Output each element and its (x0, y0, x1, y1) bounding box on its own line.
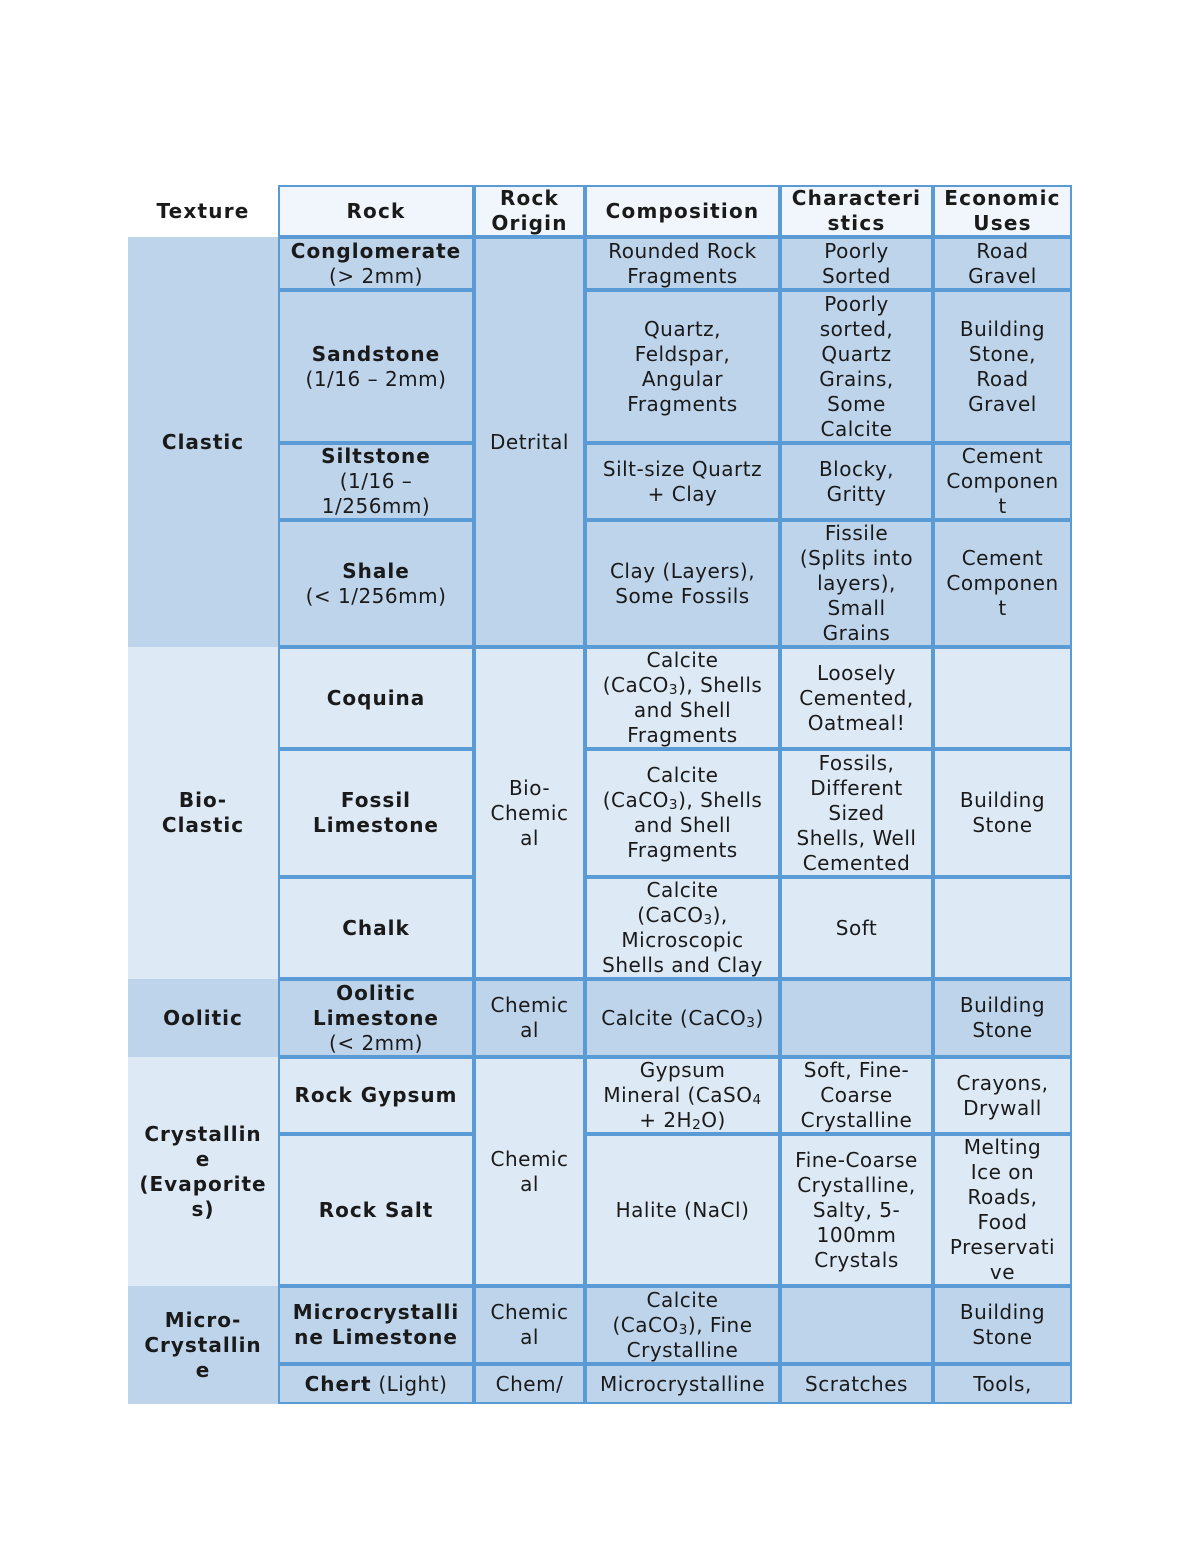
texture-group (128, 647, 278, 979)
uses-cell (933, 979, 1072, 1057)
rock-text (313, 981, 439, 1056)
texture-label: Bio- Clastic (161, 788, 245, 837)
rock-classification-table (128, 185, 1072, 1404)
composition-cell (585, 443, 780, 520)
uses-cell (933, 877, 1072, 979)
characteristics-cell (780, 1364, 933, 1404)
rock-name: Oolitic Limestone (312, 980, 439, 1030)
characteristics-text: Poorly sorted, Quartz Grains, Some Calcite (819, 291, 894, 441)
texture-label: Micro- Crystallin e (144, 1307, 262, 1382)
rock-text (306, 342, 447, 392)
texture-label: Crystallin e (Evaporite s) (139, 1121, 267, 1221)
header-characteristics (780, 185, 933, 237)
texture-group (128, 237, 278, 647)
origin-label: Chemic al (490, 1146, 569, 1196)
uses-cell (933, 1057, 1072, 1134)
texture-group (128, 979, 278, 1057)
texture-group (128, 1057, 278, 1286)
header-origin (474, 185, 585, 237)
grain-size: (< 1/256mm) (305, 583, 447, 608)
rock-cell (278, 749, 474, 877)
origin-label: Chemic al (490, 1300, 569, 1349)
composition-text: Calcite (CaCO3), Shells and Shell Fragments (602, 648, 763, 747)
composition-cell (585, 290, 780, 443)
uses-text: Building Stone (959, 1300, 1046, 1349)
grain-size: (1/16 – 2mm) (305, 366, 447, 391)
characteristics-cell (780, 979, 933, 1057)
uses-cell (933, 1364, 1072, 1404)
rock-cell (278, 1364, 474, 1404)
uses-cell (933, 749, 1072, 877)
origin-group (474, 979, 585, 1057)
header-composition-label: Composition (605, 198, 760, 223)
characteristics-cell (780, 877, 933, 979)
composition-cell (585, 1364, 780, 1404)
rock-name: Coquina (326, 685, 426, 710)
composition-text: Calcite (CaCO3) (601, 1005, 764, 1031)
origin-label: Detrital (490, 429, 569, 454)
rock-text (306, 559, 447, 609)
uses-text: Crayons, Drywall (956, 1070, 1049, 1120)
composition-cell (585, 237, 780, 290)
rock-text (321, 444, 431, 519)
composition-text: Calcite (CaCO3), Fine Crystalline (612, 1287, 753, 1362)
uses-cell (933, 1286, 1072, 1364)
characteristics-cell (780, 1286, 933, 1364)
rock-text (294, 1083, 457, 1108)
rock-name: Siltstone (321, 444, 431, 468)
uses-text: Building Stone, Road Gravel (959, 316, 1046, 416)
origin-group (474, 1364, 585, 1404)
uses-text: Road Gravel (968, 238, 1037, 288)
texture-label: Clastic (161, 429, 245, 454)
characteristics-cell (780, 443, 933, 520)
composition-text: Rounded Rock Fragments (608, 238, 757, 288)
texture-label: Oolitic (163, 1005, 243, 1030)
header-uses (933, 185, 1072, 237)
header-rock-label: Rock (346, 198, 406, 223)
origin-group (474, 237, 585, 647)
characteristics-cell (780, 237, 933, 290)
rock-name: Sandstone (311, 341, 441, 366)
header-origin-label: Rock Origin (491, 186, 568, 235)
rock-text (293, 1300, 460, 1350)
grain-size: (< 2mm) (329, 1030, 423, 1055)
origin-group (474, 1286, 585, 1364)
composition-cell (585, 1134, 780, 1286)
composition-cell (585, 520, 780, 647)
rock-text (305, 1372, 448, 1397)
composition-cell (585, 749, 780, 877)
origin-label: Chemic al (490, 993, 569, 1042)
characteristics-text: Soft, Fine- Coarse Crystalline (800, 1058, 913, 1132)
uses-cell (933, 443, 1072, 520)
characteristics-text: Blocky, Gritty (818, 456, 895, 506)
rock-cell (278, 877, 474, 979)
origin-label: Bio- Chemic al (490, 775, 569, 850)
rock-name: Conglomerate (290, 238, 462, 263)
rock-cell (278, 1134, 474, 1286)
uses-text: Melting Ice on Roads, Food Preservati ve (949, 1135, 1056, 1284)
header-uses-label: Economic Uses (944, 186, 1061, 235)
uses-text: Building Stone (959, 993, 1046, 1042)
characteristics-text: Soft (835, 915, 878, 940)
rock-cell (278, 1057, 474, 1134)
grain-size: (> 2mm) (329, 263, 423, 288)
composition-text: Calcite (CaCO3), Microscopic Shells and Clay (602, 878, 763, 977)
rock-name: Chert (304, 1371, 372, 1396)
texture-group (128, 1286, 278, 1404)
rock-name: Rock Salt (318, 1197, 434, 1222)
rock-text (327, 686, 426, 711)
composition-text: Quartz, Feldspar, Angular Fragments (627, 316, 738, 416)
composition-text: Clay (Layers), Some Fossils (609, 558, 756, 608)
rock-cell (278, 979, 474, 1057)
uses-cell (933, 520, 1072, 647)
grain-size: (1/16 – 1/256mm) (321, 469, 431, 518)
composition-cell (585, 1057, 780, 1134)
header-texture-label: Texture (156, 198, 250, 223)
characteristics-text: Poorly Sorted (822, 238, 891, 288)
header-characteristics-label: Characteri stics (791, 186, 922, 235)
uses-text: Building Stone (959, 788, 1046, 837)
composition-text: Calcite (CaCO3), Shells and Shell Fragments (602, 763, 763, 862)
characteristics-text: Fossils, Different Sized Shells, Well Cemented (796, 750, 917, 875)
rock-text (319, 1198, 434, 1223)
rock-cell (278, 1286, 474, 1364)
composition-text: Gypsum Mineral (CaSO4 + 2H2O) (603, 1058, 762, 1134)
composition-text: Halite (NaCl) (615, 1197, 750, 1222)
origin-group (474, 647, 585, 979)
rock-cell (278, 290, 474, 443)
rock-name: Shale (342, 558, 410, 583)
uses-text: Tools, (973, 1371, 1032, 1396)
origin-label: Chem/ (495, 1371, 564, 1396)
rock-name: Microcrystalli ne Limestone (292, 1300, 460, 1349)
characteristics-cell (780, 520, 933, 647)
characteristics-text: Fine-Coarse Crystalline, Salty, 5- 100mm Crystals (795, 1147, 918, 1272)
header-texture (128, 185, 278, 237)
characteristics-text: Loosely Cemented, Oatmeal! (799, 660, 914, 735)
characteristics-text: Fissile (Splits into layers), Small Grains (799, 521, 914, 645)
composition-cell (585, 877, 780, 979)
rock-text (313, 788, 439, 838)
composition-cell (585, 1286, 780, 1364)
characteristics-cell (780, 290, 933, 443)
uses-cell (933, 1134, 1072, 1286)
rock-name: Chalk (342, 915, 410, 940)
header-rock (278, 185, 474, 237)
characteristics-cell (780, 749, 933, 877)
uses-cell (933, 237, 1072, 290)
grain-size: (Light) (378, 1371, 448, 1396)
uses-text: Cement Componen t (946, 546, 1059, 620)
rock-text (342, 916, 410, 941)
characteristics-text: Scratches (805, 1371, 908, 1396)
rock-cell (278, 443, 474, 520)
rock-cell (278, 647, 474, 749)
characteristics-cell (780, 1057, 933, 1134)
characteristics-cell (780, 647, 933, 749)
characteristics-cell (780, 1134, 933, 1286)
rock-cell (278, 520, 474, 647)
header-composition (585, 185, 780, 237)
composition-cell (585, 979, 780, 1057)
composition-text: Microcrystalline (599, 1371, 766, 1396)
composition-cell (585, 647, 780, 749)
rock-cell (278, 237, 474, 290)
origin-group (474, 1057, 585, 1286)
uses-cell (933, 647, 1072, 749)
rock-name: Rock Gypsum (294, 1083, 458, 1107)
uses-cell (933, 290, 1072, 443)
composition-text: Silt-size Quartz + Clay (602, 456, 763, 506)
uses-text: Cement Componen t (946, 444, 1059, 518)
rock-name: Fossil Limestone (312, 788, 439, 837)
rock-text (291, 239, 461, 289)
